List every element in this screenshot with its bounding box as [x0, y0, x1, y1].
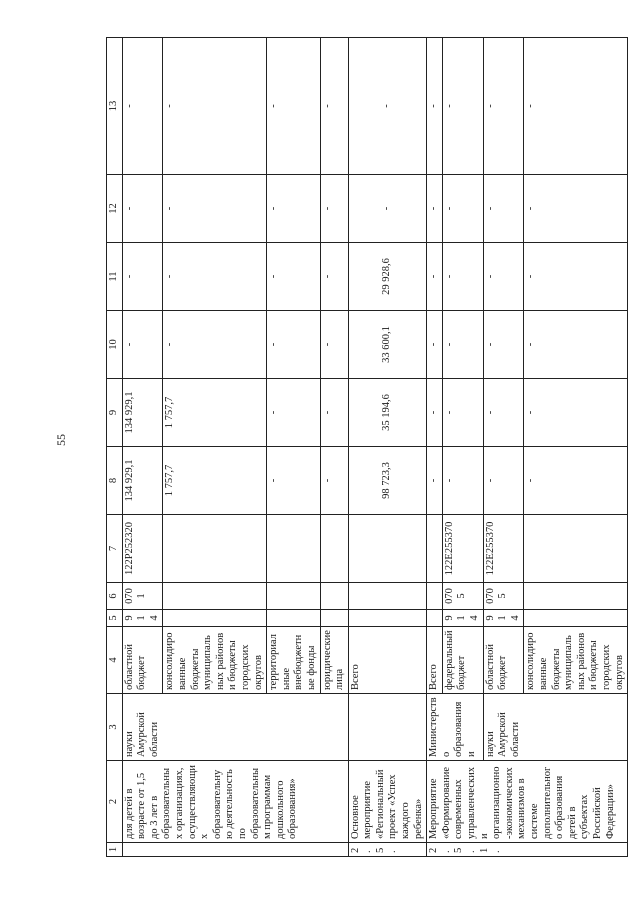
col-header: 3 [107, 694, 123, 761]
col-header: 5 [107, 610, 123, 627]
col-header: 13 [107, 38, 123, 175]
cell-year: - [427, 379, 443, 447]
cell-total: - [524, 447, 628, 515]
cell-total: - [442, 447, 483, 515]
cell-year: 1 757,7 [163, 379, 267, 447]
cell-year: - [122, 243, 163, 311]
cell-year: 35 194,6 [348, 379, 427, 447]
cell-year: - [524, 311, 628, 379]
cell-year: - [427, 243, 443, 311]
cell-section: 0705 [442, 583, 483, 610]
cell-section [267, 583, 320, 610]
cell-source: юридические лица [320, 627, 348, 694]
cell-year: - [442, 243, 483, 311]
cell-grbs [267, 610, 320, 627]
cell-year: - [442, 311, 483, 379]
cell-section [524, 583, 628, 610]
cell-year: - [483, 175, 524, 243]
cell-year: - [122, 175, 163, 243]
col-header: 6 [107, 583, 123, 610]
cell-year: - [524, 38, 628, 175]
cell-grbs [524, 610, 628, 627]
cell-source: консолидированные бюджеты муниципальных районов и бюджеты городских округов [163, 627, 267, 694]
table-row [348, 38, 427, 857]
cell-section: 0701 [122, 583, 163, 610]
cell-source: федеральный бюджет [442, 627, 483, 694]
cell-year: - [483, 243, 524, 311]
cell-target-code [524, 515, 628, 583]
rotated-page [106, 39, 625, 857]
cell-year: - [267, 38, 320, 175]
cell-year: - [524, 243, 628, 311]
cell-target-code: 122E255370 [442, 515, 483, 583]
cell-source: Всего [348, 627, 427, 694]
cell-grbs [320, 610, 348, 627]
cell-grbs [348, 610, 427, 627]
cell-grbs [163, 610, 267, 627]
cell-grbs [427, 610, 443, 627]
cell-year: - [348, 175, 427, 243]
col-header: 12 [107, 175, 123, 243]
cell-year: - [163, 243, 267, 311]
cell-year: - [320, 379, 348, 447]
cell-section [348, 583, 427, 610]
cell-year: - [427, 175, 443, 243]
table-row [427, 38, 443, 857]
cell-total: 98 723,3 [348, 447, 427, 515]
cell-year: 29 928,6 [348, 243, 427, 311]
cell-year: - [320, 243, 348, 311]
cell-source: Всего [427, 627, 443, 694]
cell-year: - [267, 311, 320, 379]
cell-year: - [320, 38, 348, 175]
cell-executor: Министерство образования и [427, 694, 483, 761]
cell-year: - [163, 175, 267, 243]
cell-section [320, 583, 348, 610]
cell-grbs: 914 [122, 610, 163, 627]
col-header: 9 [107, 379, 123, 447]
col-header: 7 [107, 515, 123, 583]
cell-year: - [524, 379, 628, 447]
cell-year: - [483, 38, 524, 175]
cell-number [122, 843, 348, 857]
cell-section [427, 583, 443, 610]
cell-number: 2.5. [348, 843, 427, 857]
cell-source: областной бюджет [122, 627, 163, 694]
cell-grbs: 914 [483, 610, 524, 627]
cell-year: 33 600,1 [348, 311, 427, 379]
cell-year: - [427, 38, 443, 175]
cell-year: - [267, 175, 320, 243]
cell-total: - [320, 447, 348, 515]
cell-year: - [320, 175, 348, 243]
cell-activity: Основное мероприятие «Региональный проект «Успех каждого ребенка» [348, 761, 427, 843]
cell-target-code: 122E255370 [483, 515, 524, 583]
cell-grbs: 914 [442, 610, 483, 627]
table-row [122, 38, 163, 857]
cell-total: - [427, 447, 443, 515]
cell-year: - [442, 379, 483, 447]
cell-target-code [427, 515, 443, 583]
cell-activity: Мероприятие «Формирование современных управленческих и организационно-экономических механизмов в системе дополнительного образования детей в субъектах Российской Федерации» [427, 761, 628, 843]
cell-total: 1 757,7 [163, 447, 267, 515]
cell-target-code: 122P252320 [122, 515, 163, 583]
page-number: 55 [54, 434, 68, 446]
cell-year: - [122, 311, 163, 379]
cell-year: - [442, 175, 483, 243]
cell-target-code [320, 515, 348, 583]
cell-source: консолидированные бюджеты муниципальных районов и бюджеты городских округов [524, 627, 628, 694]
cell-number: 2.5.1. [427, 843, 628, 857]
cell-total: - [483, 447, 524, 515]
cell-section: 0705 [483, 583, 524, 610]
header-row [107, 38, 123, 857]
cell-target-code [348, 515, 427, 583]
cell-target-code [163, 515, 267, 583]
cell-year: - [524, 175, 628, 243]
cell-year: - [348, 38, 427, 175]
cell-source: областной бюджет [483, 627, 524, 694]
cell-year: - [442, 38, 483, 175]
cell-activity: для детей в возрасте от 1,5 до 3 лет в образовательных организациях, осуществляющих образовательную деятельность по образовательным программам дошкольного образования» [122, 761, 348, 843]
budget-table [106, 37, 628, 857]
col-header: 11 [107, 243, 123, 311]
col-header: 10 [107, 311, 123, 379]
col-header: 8 [107, 447, 123, 515]
cell-executor: науки Амурской области [483, 694, 628, 761]
cell-year: - [163, 311, 267, 379]
cell-year: - [320, 311, 348, 379]
cell-total: 134 929,1 [122, 447, 163, 515]
cell-target-code [267, 515, 320, 583]
col-header: 1 [107, 843, 123, 857]
cell-executor [348, 694, 427, 761]
table-row [483, 38, 524, 857]
col-header: 2 [107, 761, 123, 843]
cell-year: - [483, 311, 524, 379]
cell-year: - [267, 243, 320, 311]
cell-year: - [122, 38, 163, 175]
cell-source: территориальные внебюджетные фонды [267, 627, 320, 694]
cell-year: - [427, 311, 443, 379]
cell-executor: науки Амурской области [122, 694, 348, 761]
cell-total: - [267, 447, 320, 515]
col-header: 4 [107, 627, 123, 694]
cell-year: 134 929,1 [122, 379, 163, 447]
cell-year: - [267, 379, 320, 447]
cell-year: - [483, 379, 524, 447]
cell-section [163, 583, 267, 610]
cell-year: - [163, 38, 267, 175]
